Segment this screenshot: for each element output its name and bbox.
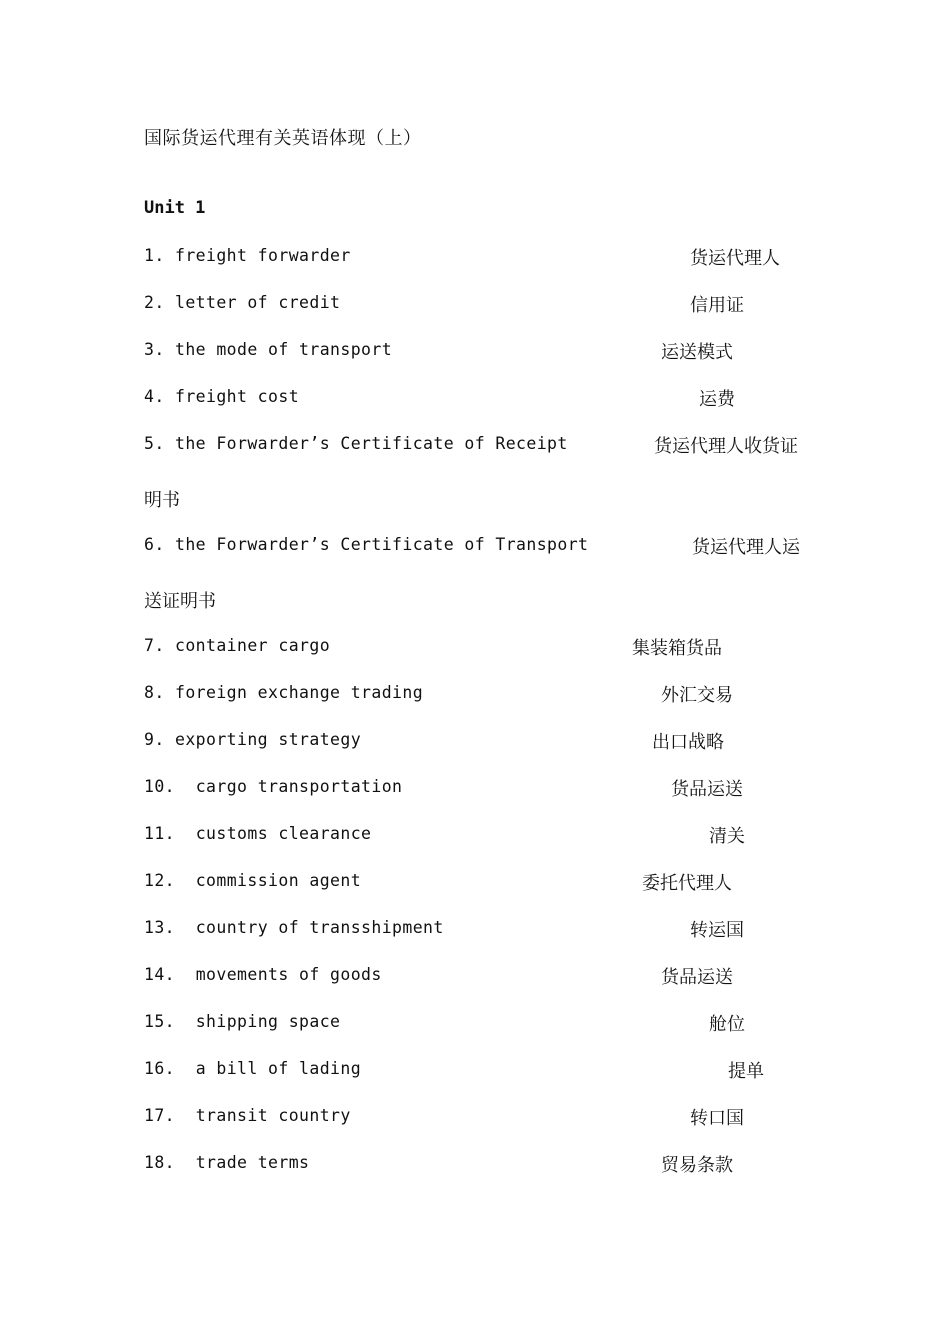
list-item — [144, 1153, 309, 1172]
item-number: 14. — [144, 965, 176, 984]
list-item — [144, 340, 392, 359]
chinese-term: 货品运送 — [661, 967, 733, 988]
item-number: 16. — [144, 1059, 176, 1078]
list-item — [144, 434, 568, 453]
item-number: 1. — [144, 246, 165, 265]
english-term: the Forwarder’s Certificate of Receipt — [175, 434, 568, 453]
page-title: 国际货运代理有关英语体现（上） — [144, 128, 422, 149]
chinese-term: 清关 — [709, 826, 745, 847]
chinese-term: 货运代理人收货证 — [654, 436, 798, 457]
list-item — [144, 683, 423, 702]
chinese-term-wrap: 送证明书 — [144, 591, 216, 612]
english-term: container cargo — [175, 636, 331, 655]
english-term: shipping space — [195, 1012, 341, 1031]
english-term: customs clearance — [195, 824, 372, 843]
item-number: 6. — [144, 535, 165, 554]
english-term: exporting strategy — [175, 730, 362, 749]
chinese-term: 出口战略 — [652, 732, 724, 753]
unit-heading: Unit 1 — [144, 198, 206, 218]
chinese-term: 贸易条款 — [661, 1155, 733, 1176]
list-item — [144, 777, 402, 796]
chinese-term: 委托代理人 — [642, 873, 732, 894]
chinese-term: 货运代理人运 — [692, 537, 800, 558]
english-term: cargo transportation — [195, 777, 403, 796]
item-number: 15. — [144, 1012, 176, 1031]
list-item — [144, 1059, 361, 1078]
chinese-term: 集装箱货品 — [632, 638, 722, 659]
list-item — [144, 918, 444, 937]
english-term: a bill of lading — [195, 1059, 362, 1078]
english-term: the Forwarder’s Certificate of Transport — [175, 535, 589, 554]
list-item — [144, 293, 340, 312]
chinese-term: 转运国 — [690, 920, 744, 941]
chinese-term: 货品运送 — [671, 779, 743, 800]
english-term: trade terms — [195, 1153, 310, 1172]
english-term: foreign exchange trading — [175, 683, 424, 702]
item-number: 13. — [144, 918, 176, 937]
english-term: the mode of transport — [175, 340, 393, 359]
item-number: 4. — [144, 387, 165, 406]
list-item — [144, 387, 299, 406]
list-item — [144, 824, 371, 843]
english-term: country of transshipment — [195, 918, 444, 937]
chinese-term: 货运代理人 — [690, 248, 780, 269]
item-number: 3. — [144, 340, 165, 359]
list-item — [144, 871, 361, 890]
item-number: 5. — [144, 434, 165, 453]
item-number: 17. — [144, 1106, 176, 1125]
chinese-term: 提单 — [728, 1061, 764, 1082]
english-term: letter of credit — [175, 293, 341, 312]
chinese-term: 外汇交易 — [661, 685, 733, 706]
list-item — [144, 1012, 340, 1031]
item-number: 12. — [144, 871, 176, 890]
list-item — [144, 965, 382, 984]
list-item — [144, 246, 351, 265]
item-number: 18. — [144, 1153, 176, 1172]
english-term: commission agent — [195, 871, 362, 890]
english-term: freight cost — [175, 387, 300, 406]
list-item — [144, 535, 588, 554]
item-number: 10. — [144, 777, 176, 796]
item-number: 7. — [144, 636, 165, 655]
chinese-term-wrap: 明书 — [144, 490, 180, 511]
chinese-term: 运送模式 — [661, 342, 733, 363]
list-item — [144, 636, 330, 655]
item-number: 8. — [144, 683, 165, 702]
chinese-term: 运费 — [699, 389, 735, 410]
english-term: transit country — [195, 1106, 351, 1125]
chinese-term: 转口国 — [690, 1108, 744, 1129]
item-number: 11. — [144, 824, 176, 843]
list-item — [144, 1106, 351, 1125]
english-term: freight forwarder — [175, 246, 351, 265]
list-item — [144, 730, 361, 749]
item-number: 9. — [144, 730, 165, 749]
english-term: movements of goods — [195, 965, 382, 984]
chinese-term: 舱位 — [709, 1014, 745, 1035]
chinese-term: 信用证 — [690, 295, 744, 316]
item-number: 2. — [144, 293, 165, 312]
